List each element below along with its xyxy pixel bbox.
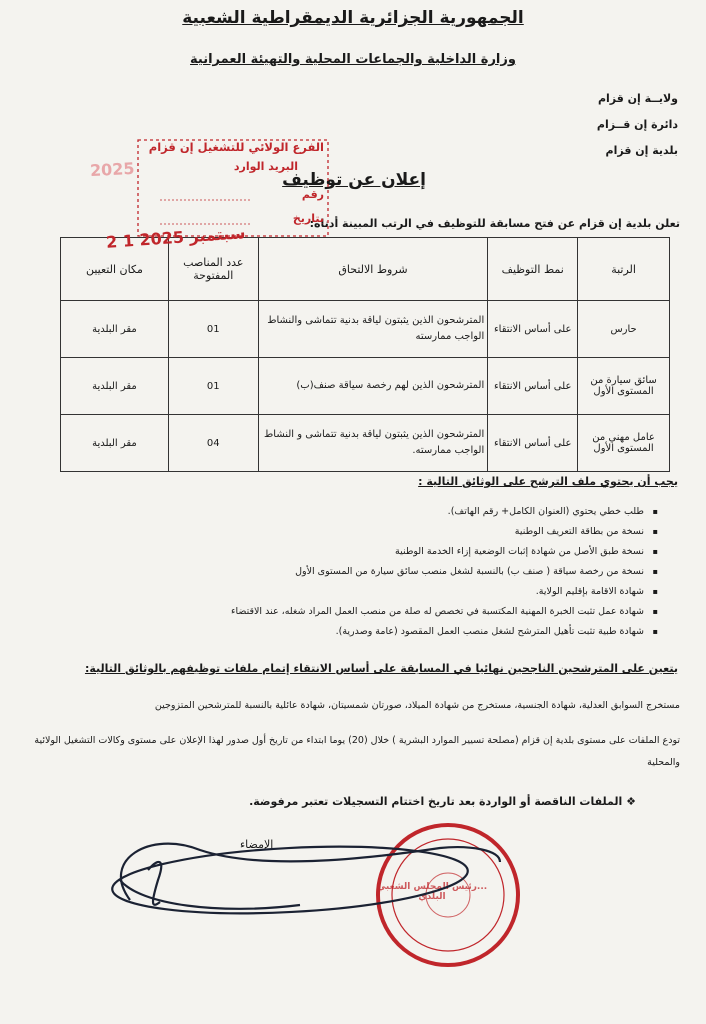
header-recruitment-mode: نمط التوظيف — [488, 238, 578, 301]
stamp-line-4: بتاريخ — [292, 212, 324, 225]
rejection-note: ❖ الملفات الناقصة أو الواردة بعد تاريخ اختتام التسجيلات تعتبر مرفوضة. — [249, 795, 636, 808]
commune-label: بلدية إن قزام — [605, 144, 678, 157]
list-item: ▪ طلب خطي يحتوي (العنوان الكامل+ رقم الهاتف). — [231, 504, 658, 524]
cell-grade: سائق سيارة من المستوى الأول — [578, 358, 670, 415]
cell-mode: على أساس الانتقاء — [488, 358, 578, 415]
stamp-line-2: البريد الوارد — [233, 160, 298, 173]
wilaya-label: ولايــة إن قزام — [597, 92, 678, 105]
cell-conditions: المترشحون الذين يثبتون لياقة بدنية تتماشى والنشاط الواجب ممارسته — [258, 301, 488, 358]
cell-grade: حارس — [578, 301, 670, 358]
jobs-table — [60, 237, 670, 472]
cell-conditions: المترشحون الذين يثبتون لياقة بدنية تتماشى و النشاط الواجب ممارسته. — [258, 415, 488, 472]
seal-text: ...رئيس المجلس الشعبي البلدي — [376, 882, 488, 902]
list-item: ▪ نسخة طبق الأصل من شهادة إثبات الوضعية إزاء الخدمة الوطنية — [231, 544, 658, 564]
signature-icon — [111, 839, 500, 922]
republic-header: الجمهورية الجزائرية الديمقراطية الشعبية — [182, 8, 524, 28]
table-row — [61, 301, 670, 358]
deposit-text: تودع الملفات على مستوى بلدية إن قزام (مصلحة تسيير الموارد البشرية ) خلال (20) يوما ابتداء من تاريخ أول صدور لهذا الإعلان على مستوى وكالات التشغيل الولائية والمحلية — [34, 735, 680, 768]
header-grade: الرتبة — [578, 238, 670, 301]
table-row — [61, 415, 670, 472]
ministry-header: وزارة الداخلية والجماعات المحلية والتهيئة العمرانية — [190, 52, 516, 67]
stamp-line-1: الفرع الولائي للتشغيل إن قزام — [148, 140, 324, 154]
successful-docs-text: مستخرج السوابق العدلية، شهادة الجنسية، مستخرج من شهادة الميلاد، صورتان شمسيتان، شهادة عائلية بالنسبة للمترشحين المتزوجين — [154, 700, 680, 711]
cell-positions: 01 — [168, 358, 258, 415]
diamond-bullet-icon: ❖ — [622, 795, 636, 808]
cell-grade: عامل مهني من المستوى الأول — [578, 415, 670, 472]
successful-candidates-title: يتعين على المترشحين الناجحين نهائيا في المسابقة على أساس الانتقاء إتمام ملفات توظيفهم بالوثائق التالية: — [84, 662, 678, 675]
documents-title: يجب أن يحتوي ملف الترشح على الوثائق التالية : — [418, 475, 678, 488]
stamp-date: 2 1 سبتمبر 2025 — [105, 223, 247, 252]
list-item: ▪ نسخة من رخصة سياقة ( صنف ب) بالنسبة لشغل منصب سائق سيارة من المستوى الأول — [231, 564, 658, 584]
table-row — [61, 358, 670, 415]
list-item: ▪ شهادة طبية تثبت تأهيل المترشح لشغل منصب العمل المقصود (عامة وصدرية). — [231, 624, 658, 644]
cell-location: مقر البلدية — [61, 358, 169, 415]
cell-positions: 01 — [168, 301, 258, 358]
cell-location: مقر البلدية — [61, 415, 169, 472]
list-item: ▪ شهادة عمل تثبت الخبرة المهنية المكتسبة في تخصص له صلة من منصب العمل المراد شغله، عند الاقتضاء — [231, 604, 658, 624]
page-title: إعلان عن توظيف — [282, 170, 426, 190]
signature-label: الإمضاء — [240, 838, 274, 851]
header-positions: عدد المناصب المفتوحة — [168, 238, 258, 301]
header-location: مكان التعيين — [61, 238, 169, 301]
cell-positions: 04 — [168, 415, 258, 472]
cell-location: مقر البلدية — [61, 301, 169, 358]
faded-stamp-date: 2025 — [89, 158, 135, 181]
intro-text: تعلن بلدية إن قزام عن فتح مسابقة للتوظيف في الرتب المبينة أدناه: — [309, 217, 680, 230]
list-item: ▪ نسخة من بطاقة التعريف الوطنية — [231, 524, 658, 544]
cell-mode: على أساس الانتقاء — [488, 301, 578, 358]
header-conditions: شروط الالتحاق — [258, 238, 488, 301]
list-item: ▪ شهادة الاقامة بإقليم الولاية. — [231, 584, 658, 604]
cell-conditions: المترشحون الذين لهم رخصة سياقة صنف(ب) — [258, 358, 488, 415]
daira-label: دائرة إن قــزام — [596, 118, 678, 131]
stamp-line-3: رقم — [301, 188, 324, 201]
cell-mode: على أساس الانتقاء — [488, 415, 578, 472]
documents-list — [231, 504, 658, 644]
